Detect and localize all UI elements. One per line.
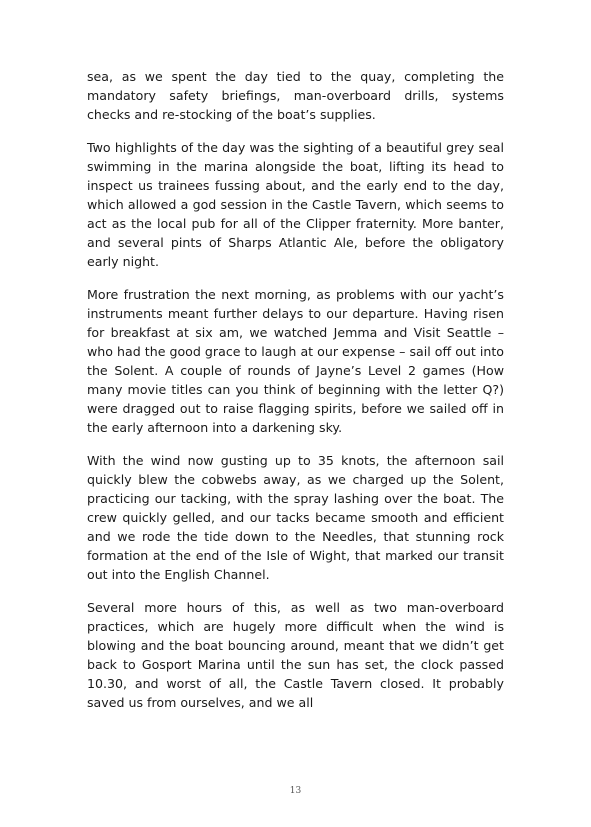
paragraph-2: Two highlights of the day was the sighting of a beautiful grey seal swimming in the marina alongside the boat, lifting its head to inspect us trainees fussing about, and the early end to the day, which allowed a god session in the Castle Tavern, which seems to act as the local pub for all of the Clipper fraternity. More banter, and several pints of Sharps Atlantic Ale, before the obligatory early night. bbox=[87, 140, 504, 269]
page-number: 13 bbox=[289, 786, 302, 796]
paragraph-3: More frustration the next morning, as problems with our yacht’s instruments meant further delays to our departure. Having risen for breakfast at six am, we watched Jemma and Visit Seattle – who had the good grace to laugh at our expense – sail off out into the Solent. A couple of rounds of Jayne’s Level 2 games (How many movie titles can you think of beginning with the letter Q?) were dragged out to raise flagging spirits, before we sailed off in the early afternoon into a darkening sky. bbox=[87, 287, 504, 435]
paragraph-5: Several more hours of this, as well as two man-overboard practices, which are hugely more difficult when the wind is blowing and the boat bouncing around, meant that we didn’t get back to Gosport Marina until the sun has set, the clock passed 10.30, and worst of all, the Castle Tavern closed. It probably saved us from ourselves, and we all bbox=[87, 600, 504, 710]
body-text bbox=[87, 67, 504, 726]
paragraph-4: With the wind now gusting up to 35 knots, the afternoon sail quickly blew the cobwebs away, as we charged up the Solent, practicing our tacking, with the spray lashing over the boat. The crew quickly gelled, and our tacks became smooth and efficient and we rode the tide down to the Needles, that stunning rock formation at the end of the Isle of Wight, that marked our transit out into the English Channel. bbox=[87, 453, 504, 582]
paragraph-1: sea, as we spent the day tied to the quay, completing the mandatory safety briefings, man-overboard drills, systems checks and re-stocking of the boat’s supplies. bbox=[87, 69, 504, 122]
